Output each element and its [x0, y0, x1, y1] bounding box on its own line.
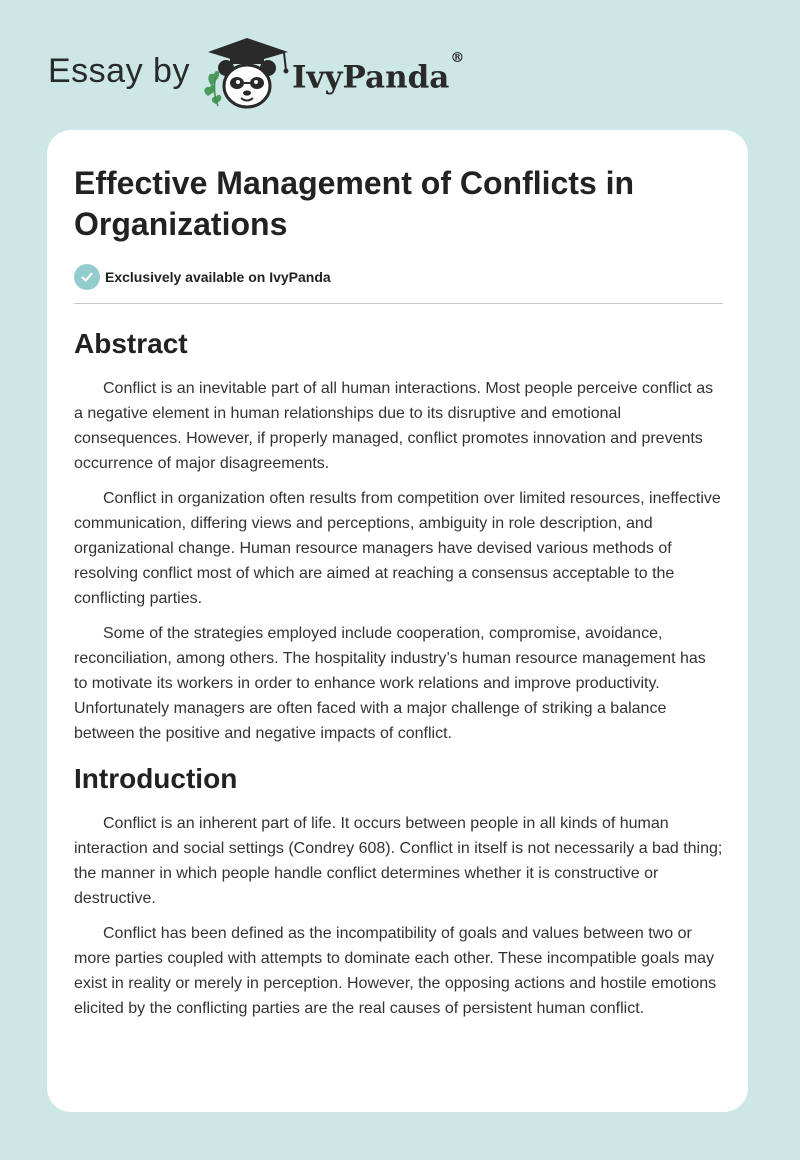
- site-header: [0, 0, 800, 130]
- section-abstract: [74, 322, 723, 746]
- essay-card: [47, 130, 748, 1112]
- section-heading: Abstract: [74, 328, 188, 359]
- paragraph: Some of the strategies employed include cooperation, compromise, avoidance, reconciliation, among others. The hospitality industry’s human resource management has to motivate its workers in order to enhance work relations and improve productivity. Unfortunately managers are often faced with a major challenge of striking a balance between the positive and negative impacts of conflict.: [74, 625, 706, 742]
- brand-name: IvyPanda: [292, 59, 450, 96]
- panda-graduate-icon[interactable]: [200, 36, 294, 110]
- essay-body: [74, 322, 723, 1021]
- essay-by-label: Essay by: [48, 52, 190, 90]
- exclusive-badge: [74, 264, 331, 290]
- ivy-leaf-icon: [204, 71, 221, 106]
- brand-logo-text[interactable]: [292, 52, 464, 97]
- divider: [74, 303, 723, 304]
- paragraph: Conflict is an inevitable part of all human interactions. Most people perceive conflict as a negative element in human relationships due to its disruptive and emotional consequences. However, if properly managed, conflict promotes innovation and prevents occurrence of major disagreements.: [74, 380, 714, 472]
- section-introduction: [74, 757, 723, 1021]
- paragraph: Conflict is an inherent part of life. It occurs between people in all kinds of human interaction and social settings (Condrey 608). Conflict in itself is not necessarily a bad thing; the manner in which people handle conflict determines whether it is constructive or destructive.: [74, 815, 723, 907]
- checkmark-icon: [74, 264, 100, 290]
- exclusive-badge-label: Exclusively available on IvyPanda: [105, 269, 331, 285]
- section-heading: Introduction: [74, 763, 238, 794]
- paragraph: Conflict in organization often results from competition over limited resources, ineffective communication, differing views and perceptions, ambiguity in role description, and organizational change. Human resource managers have devised various methods of resolving conflict most of which are aimed at reaching a consensus acceptable to the conflicting parties.: [74, 490, 721, 607]
- page-title: Effective Management of Conflicts in Organizations: [74, 165, 635, 242]
- paragraph: Conflict has been defined as the incompatibility of goals and values between two or more parties coupled with attempts to dominate each other. These incompatible goals may exist in reality or merely in perception. However, the opposing actions and hostile emotions elicited by the conflicting parties are the real causes of persistent human conflict.: [74, 925, 717, 1017]
- registered-mark: ®: [450, 50, 465, 66]
